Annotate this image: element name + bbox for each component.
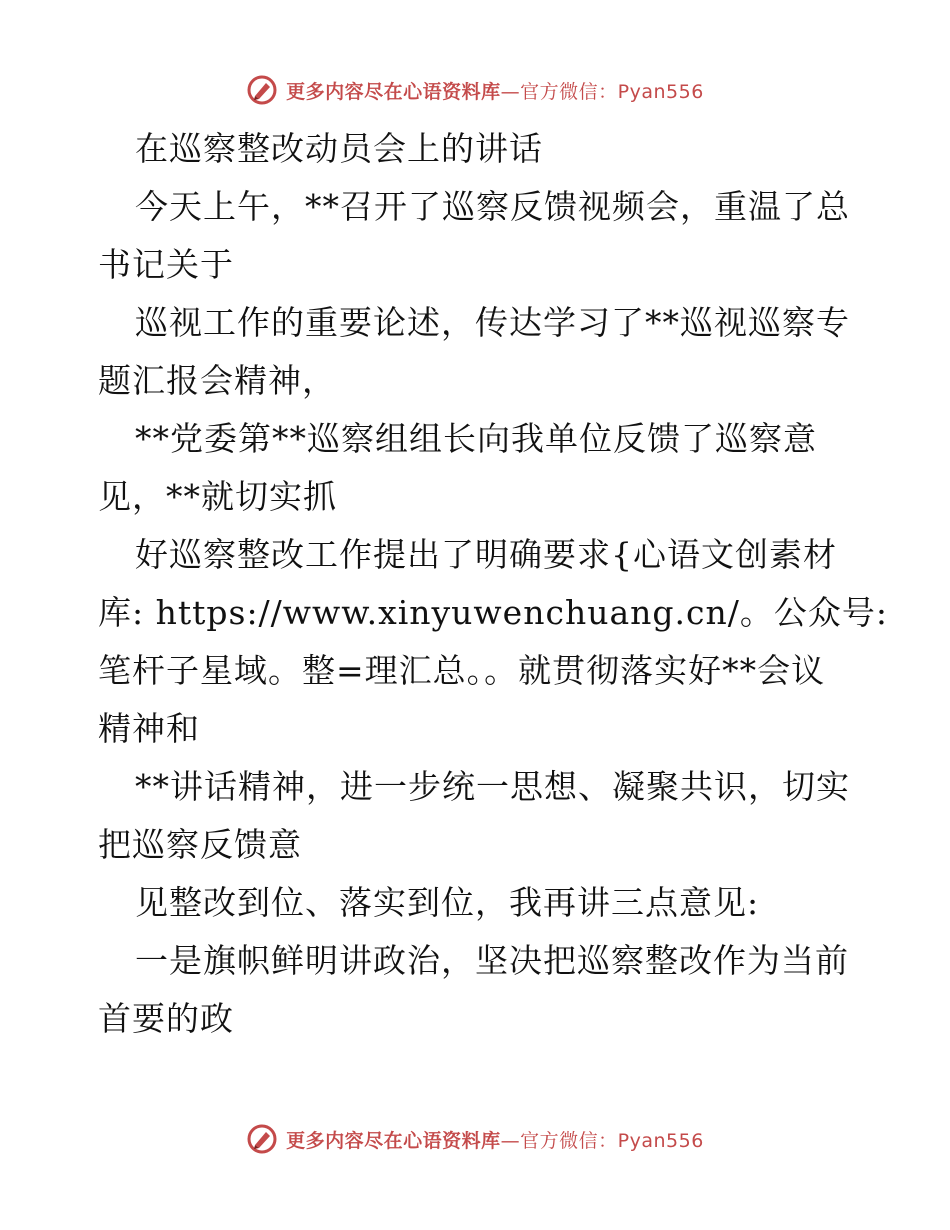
text-line: 今天上午，**召开了巡察反馈视频会，重温了总 bbox=[135, 187, 850, 226]
footer-banner bbox=[0, 1119, 950, 1159]
banner-separator: — bbox=[500, 1129, 521, 1152]
banner-name: 更多内容尽在心语资料库 bbox=[286, 1129, 501, 1152]
text-line: 库: https://www.xinyuwenchuang.cn/。公众号: bbox=[98, 593, 888, 632]
text-line: 题汇报会精神， bbox=[98, 361, 336, 400]
text-line: 见整改到位、落实到位，我再讲三点意见: bbox=[135, 883, 760, 922]
banner-text bbox=[286, 1126, 704, 1153]
banner-name: 更多内容尽在心语资料库 bbox=[286, 80, 501, 103]
text-line: 见，**就切实抓 bbox=[98, 477, 337, 516]
text-line: 巡视工作的重要论述，传达学习了**巡视巡察专 bbox=[135, 303, 850, 342]
document-body bbox=[98, 120, 888, 1048]
banner-wechat: 官方微信：Pyan556 bbox=[520, 80, 704, 103]
text-line: 首要的政 bbox=[98, 999, 234, 1038]
pen-logo-icon bbox=[246, 74, 278, 106]
banner-wechat: 官方微信：Pyan556 bbox=[520, 1129, 704, 1152]
pen-logo-icon bbox=[246, 1123, 278, 1155]
header-banner bbox=[0, 70, 950, 110]
text-line: 一是旗帜鲜明讲政治，坚决把巡察整改作为当前 bbox=[135, 941, 849, 980]
text-line: **讲话精神，进一步统一思想、凝聚共识，切实 bbox=[135, 767, 850, 806]
text-line: 精神和 bbox=[98, 709, 200, 748]
text-line: **党委第**巡察组组长向我单位反馈了巡察意 bbox=[135, 419, 817, 458]
text-line: 在巡察整改动员会上的讲话 bbox=[135, 129, 543, 168]
text-line: 把巡察反馈意 bbox=[98, 825, 302, 864]
text-line: 笔杆子星域。整=理汇总。。就贯彻落实好**会议 bbox=[98, 651, 826, 690]
text-line: 书记关于 bbox=[98, 245, 234, 284]
banner-separator: — bbox=[500, 80, 521, 103]
banner-text bbox=[286, 77, 704, 104]
text-line: 好巡察整改工作提出了明确要求{心语文创素材 bbox=[135, 535, 837, 574]
